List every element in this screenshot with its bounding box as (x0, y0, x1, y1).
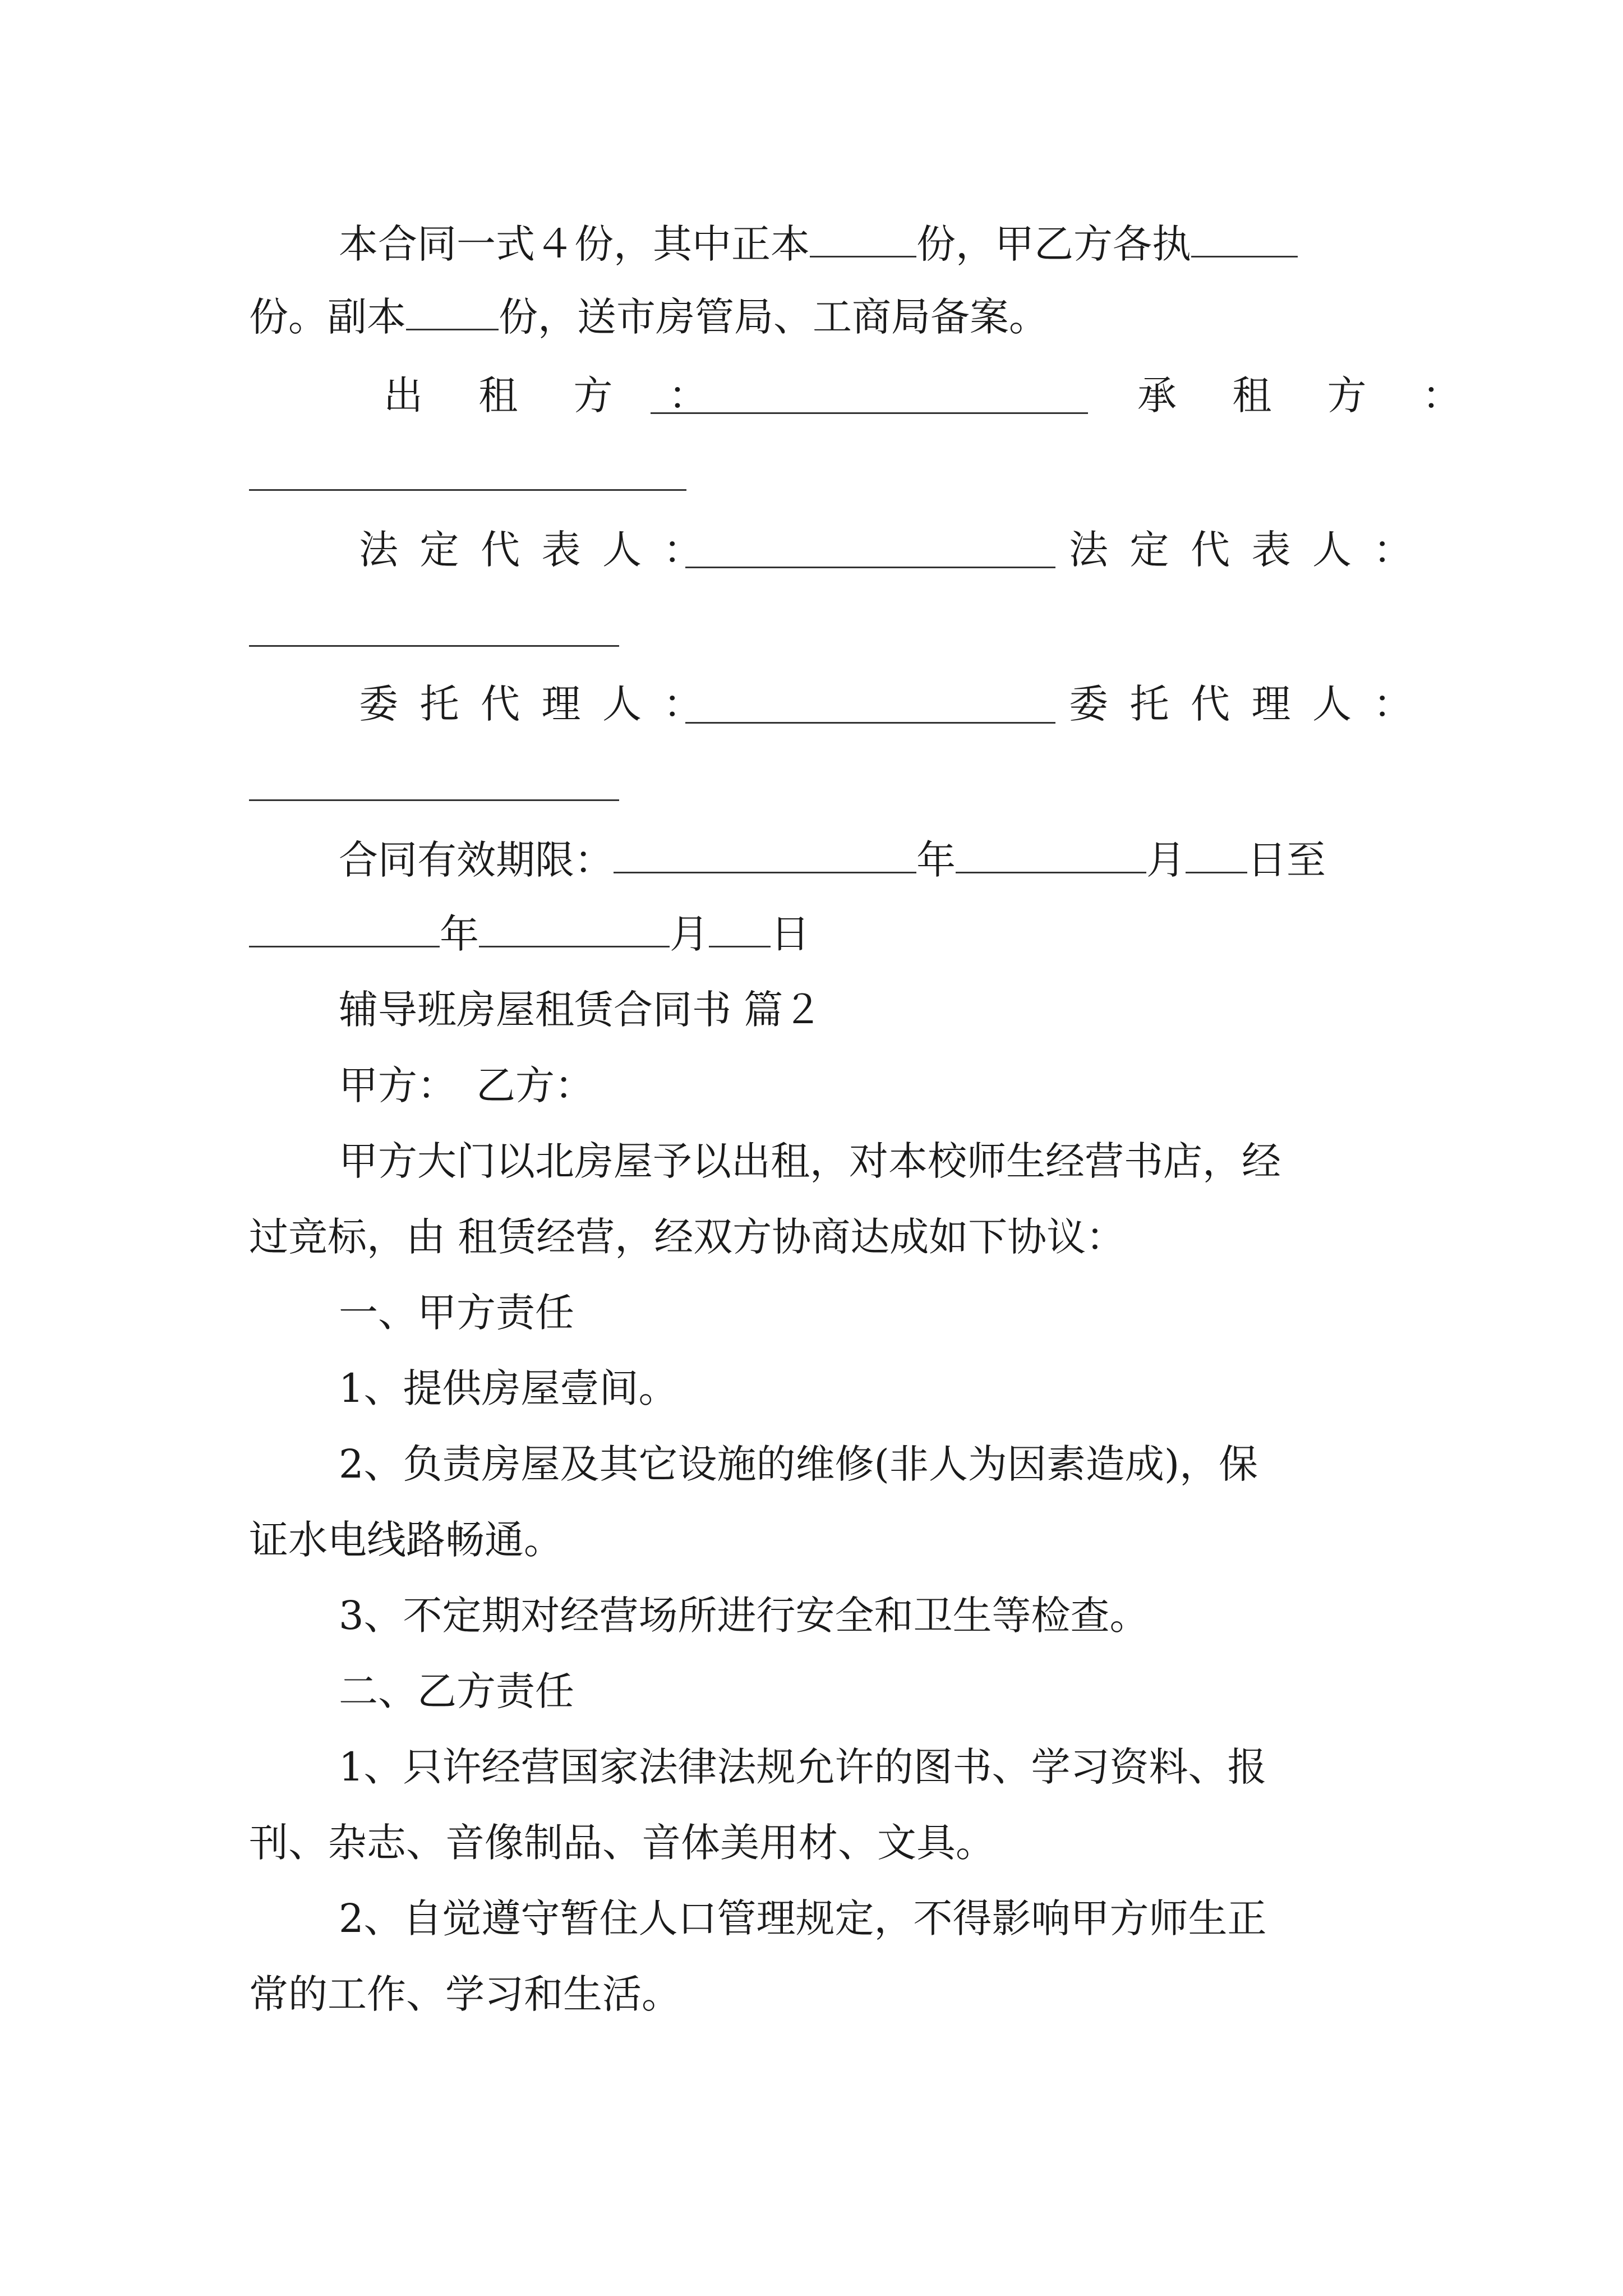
agent-right-blank (249, 799, 619, 801)
party-a-heading: 一、甲方责任 (339, 1290, 574, 1336)
lessee-blank (249, 489, 686, 491)
blank-duplicate-count (406, 294, 499, 330)
party-a-item-3: 3、不定期对经营场所进行安全和卫生等检查。 (339, 1593, 1149, 1639)
blank-original-count (810, 221, 916, 257)
section2-title: 辅导班房屋租赁合同书 篇２ (339, 987, 823, 1033)
copies-text-a: 本合同一式４份，其中正本 (339, 221, 810, 267)
copies-text-c: 份。副本 (249, 294, 406, 340)
lessor-blank (651, 412, 1088, 414)
copies-line-1 (339, 219, 1298, 269)
validity-label: 合同有效期限： (339, 837, 614, 883)
legal-rep-right-blank (249, 645, 619, 647)
party-b-item-2-line-1: 2、自觉遵守暂住人口管理规定，不得影响甲方师生正 (339, 1895, 1267, 1941)
legal-rep-right (1069, 524, 1434, 575)
legal-rep-left-text: 法定代表人： (359, 527, 724, 573)
validity-month: 月 (1146, 837, 1186, 883)
agent-left-text: 委托代理人： (359, 681, 724, 727)
agent-left-blank (685, 722, 1055, 724)
lessee-label (1137, 370, 1483, 421)
validity-line-1 (339, 835, 1326, 885)
intro-line-2: 过竞标，由 租赁经营，经双方协商达成如下协议： (249, 1214, 1126, 1260)
legal-rep-right-text: 法定代表人： (1069, 527, 1434, 573)
party-a-item-1: 1、提供房屋壹间。 (339, 1365, 678, 1411)
legal-rep-left (359, 524, 724, 575)
blank-end-year (249, 911, 440, 947)
party-b-heading: 二、乙方责任 (339, 1668, 574, 1714)
intro-line-1: 甲方大门以北房屋予以出租，对本校师生经营书店，经 (339, 1138, 1281, 1184)
party-b-item-1-line-1: 1、只许经营国家法律法规允许的图书、学习资料、报 (339, 1744, 1267, 1790)
validity-day2: 日 (771, 911, 810, 957)
agent-left (359, 679, 724, 729)
copies-text-d: 份，送市房管局、工商局备案。 (499, 294, 1048, 340)
validity-day-to: 日至 (1247, 837, 1326, 883)
blank-start-day (1186, 837, 1247, 873)
blank-end-month (479, 911, 670, 947)
legal-rep-left-blank (685, 567, 1055, 568)
agent-right (1069, 679, 1434, 729)
validity-year2: 年 (440, 911, 479, 957)
party-a-item-2-line-1: 2、负责房屋及其它设施的维修(非人为因素造成)，保 (339, 1441, 1258, 1487)
agent-right-text: 委托代理人： (1069, 681, 1434, 727)
copies-line-2 (249, 292, 1048, 342)
validity-year: 年 (916, 837, 956, 883)
party-b-item-1-line-2: 刊、杂志、音像制品、音体美用材、文具。 (249, 1820, 995, 1866)
lessee-label-text: 承 租 方 ： (1137, 372, 1483, 418)
validity-line-2 (249, 909, 810, 959)
lessor-label-text: 出 租 方 ： (384, 372, 730, 418)
party-b-item-2-line-2: 常的工作、学习和生活。 (249, 1971, 681, 2017)
blank-start-year (614, 837, 916, 873)
blank-end-day (709, 911, 771, 947)
validity-month2: 月 (670, 911, 709, 957)
blank-start-month (956, 837, 1146, 873)
parties-line: 甲方： 乙方： (339, 1062, 594, 1108)
party-a-item-2-line-2: 证水电线路畅通。 (249, 1517, 563, 1563)
blank-each-count (1191, 221, 1298, 257)
copies-text-b: 份，甲乙方各执 (916, 221, 1191, 267)
